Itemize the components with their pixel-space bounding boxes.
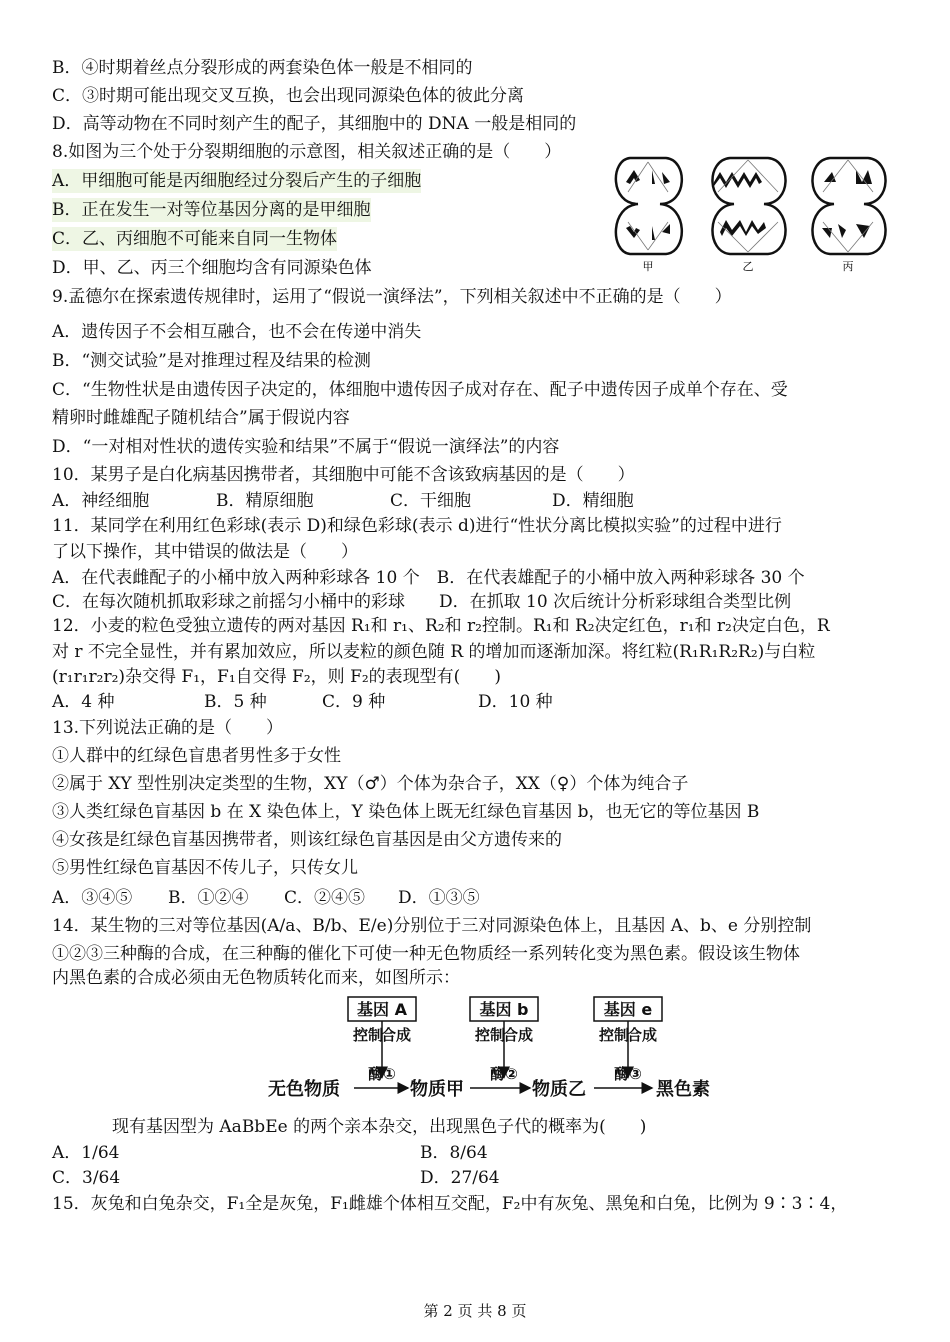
- cell-division-figure: [608, 152, 900, 274]
- q8-option-b: B．正在发生一对等位基因分离的是甲细胞: [52, 200, 371, 220]
- q14-stem-line2: ①②③三种酶的合成，在三种酶的催化下可使一种无色物质经一系列转化变为黑色素。假设该生物体: [52, 944, 800, 964]
- q11-options-ab: A．在代表雌配子的小桶中放入两种彩球各 10 个 B．在代表雄配子的小桶中放入两种彩球各 30 个: [52, 568, 805, 588]
- enzyme-1-label: 酶①: [368, 1065, 396, 1083]
- q12-stem-line3: (r₁r₁r₂r₂)杂交得 F₁，F₁自交得 F₂，则 F₂的表现型有( ): [52, 667, 501, 687]
- cell-label-yi: 乙: [742, 260, 754, 273]
- q13-statement-2: ②属于 XY 型性别决定类型的生物，XY（♂）个体为杂合子，XX（♀）个体为纯合子: [52, 774, 689, 794]
- synth-label-1: 合成: [380, 1026, 412, 1044]
- q10-stem: 10．某男子是白化病基因携带者，其细胞中可能不含该致病基因的是（ ）: [52, 465, 635, 485]
- pathway-diagram: [268, 995, 748, 1105]
- q9-option-b: B．“测交试验”是对推理过程及结果的检测: [52, 351, 371, 371]
- substance-yi: 物质乙: [532, 1079, 586, 1100]
- control-label-1: 控制: [352, 1026, 384, 1044]
- q9-option-c-line1: C．“生物性状是由遗传因子决定的，体细胞中遗传因子成对存在、配子中遗传因子成单个存在、受: [52, 380, 788, 400]
- control-label-3: 控制: [598, 1026, 630, 1044]
- q14-option-a: A．1/64: [52, 1143, 120, 1163]
- q12-stem-line2: 对 r 不完全显性，并有累加效应，所以麦粒的颜色随 R 的增加而逐渐加深。将红粒(R₁R₁R₂R₂)与白粒: [52, 642, 816, 662]
- q8-option-c: C．乙、丙细胞不可能来自同一生物体: [52, 229, 338, 249]
- substance-colorless: 无色物质: [268, 1079, 340, 1100]
- q9-option-d: D．“一对相对性状的遗传实验和结果”不属于“假说一演绎法”的内容: [52, 437, 560, 457]
- q12-option-a: A．4 种: [52, 692, 115, 712]
- q10-option-c: C．干细胞: [390, 491, 472, 511]
- q9-option-c-line2: 精卵时雌雄配子随机结合”属于假说内容: [52, 408, 350, 428]
- q7-option-b: B．④时期着丝点分裂形成的两套染色体一般是不相同的: [52, 58, 473, 78]
- q12-option-d: D．10 种: [478, 692, 553, 712]
- q9-option-a: A．遗传因子不会相互融合，也不会在传递中消失: [52, 322, 422, 342]
- q12-option-b: B．5 种: [204, 692, 267, 712]
- q14-stem-line1: 14．某生物的三对等位基因(A/a、B/b、E/e)分别位于三对同源染色体上，且基因 A、b、e 分别控制: [52, 916, 812, 936]
- synth-label-3: 合成: [626, 1026, 658, 1044]
- q15-stem: 15．灰兔和白兔杂交，F₁全是灰兔，F₁雌雄个体相互交配，F₂中有灰兔、黑兔和白兔，比例为 9∶3∶4，: [52, 1194, 848, 1214]
- control-label-2: 控制: [474, 1026, 506, 1044]
- gene-a-label: 基因 A: [357, 1000, 407, 1019]
- gene-e-label: 基因 e: [603, 1000, 653, 1019]
- gene-b-label: 基因 b: [479, 1000, 529, 1019]
- q14-stem-line3: 内黑色素的合成必须由无色物质转化而来，如图所示：: [52, 968, 460, 988]
- q11-options-cd: C．在每次随机抓取彩球之前摇匀小桶中的彩球 D．在抓取 10 次后统计分析彩球组合类型比例: [52, 592, 792, 612]
- q13-stem: 13.下列说法正确的是（ ）: [52, 718, 284, 738]
- q14-option-b: B．8/64: [420, 1143, 488, 1163]
- q10-option-d: D．精细胞: [552, 491, 634, 511]
- substance-jia: 物质甲: [410, 1079, 464, 1100]
- q14-option-c: C．3/64: [52, 1168, 121, 1188]
- synth-label-2: 合成: [502, 1026, 534, 1044]
- q8-option-a: A．甲细胞可能是丙细胞经过分裂后产生的子细胞: [52, 171, 422, 191]
- q11-stem-line2: 了以下操作，其中错误的做法是（ ）: [52, 542, 358, 562]
- q7-option-d: D．高等动物在不同时刻产生的配子，其细胞中的 DNA 一般是相同的: [52, 114, 577, 134]
- q14-option-d: D．27/64: [420, 1168, 500, 1188]
- q13-option-d: D．①③⑤: [398, 888, 480, 908]
- q10-option-a: A．神经细胞: [52, 491, 150, 511]
- q13-option-b: B．①②④: [168, 888, 249, 908]
- page-footer: 第 2 页 共 8 页: [423, 1302, 527, 1320]
- q13-statement-5: ⑤男性红绿色盲基因不传儿子，只传女儿: [52, 858, 358, 878]
- substance-melanin: 黑色素: [656, 1079, 710, 1100]
- q13-statement-1: ①人群中的红绿色盲患者男性多于女性: [52, 746, 341, 766]
- enzyme-2-label: 酶②: [490, 1065, 518, 1083]
- q10-option-b: B．精原细胞: [216, 491, 314, 511]
- cell-label-bing: 丙: [842, 260, 854, 273]
- q8-option-d: D．甲、乙、丙三个细胞均含有同源染色体: [52, 258, 372, 278]
- cell-label-jia: 甲: [642, 260, 654, 273]
- q12-option-c: C．9 种: [322, 692, 386, 712]
- q13-option-a: A．③④⑤: [52, 888, 133, 908]
- q13-option-c: C．②④⑤: [284, 888, 366, 908]
- q13-statement-4: ④女孩是红绿色盲基因携带者，则该红绿色盲基因是由父方遗传来的: [52, 830, 562, 850]
- q11-stem-line1: 11．某同学在利用红色彩球(表示 D)和绿色彩球(表示 d)进行“性状分离比模拟实验”的过程中进行: [52, 516, 782, 536]
- q12-stem-line1: 12．小麦的粒色受独立遗传的两对基因 R₁和 r₁、R₂和 r₂控制。R₁和 R₂决定红色，r₁和 r₂决定白色，R: [52, 616, 830, 636]
- q13-statement-3: ③人类红绿色盲基因 b 在 X 染色体上，Y 染色体上既无红绿色盲基因 b，也无它的等位基因 B: [52, 802, 760, 822]
- q7-option-c: C．③时期可能出现交叉互换，也会出现同源染色体的彼此分离: [52, 86, 525, 106]
- q14-question: 现有基因型为 AaBbEe 的两个亲本杂交，出现黑色子代的概率为( ): [112, 1117, 647, 1137]
- q8-stem: 8.如图为三个处于分裂期细胞的示意图，相关叙述正确的是（ ）: [52, 142, 562, 162]
- enzyme-3-label: 酶③: [614, 1065, 642, 1083]
- q9-stem: 9.孟德尔在探索遗传规律时，运用了“假说一演绎法”，下列相关叙述中不正确的是（ ）: [52, 287, 732, 307]
